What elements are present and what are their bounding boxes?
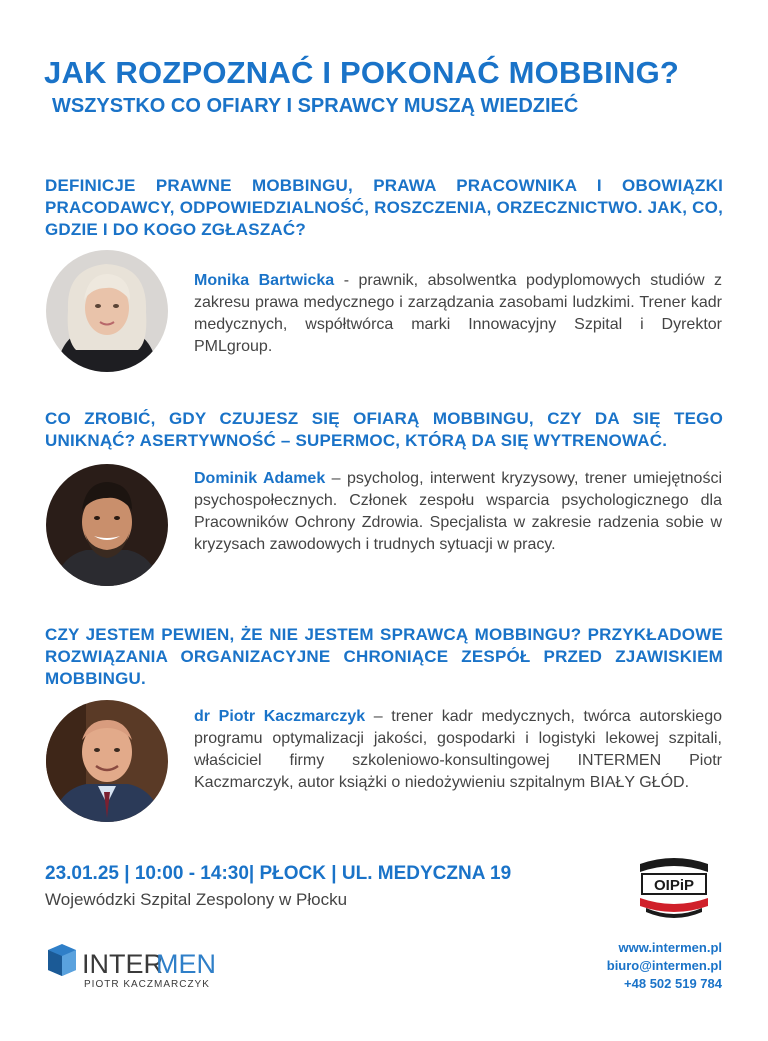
speaker-bio-dominik [194, 468, 722, 556]
oipip-logo [636, 850, 712, 922]
intermen-logo-inter: INTER [82, 949, 163, 979]
speaker-description: – trener kadr medycznych, twórca autorskiego programu optymalizacji jakości, gospodarki i logistyki lekowej szpitali, właściciel firmy szkoleniowo-konsultingowej INTERMEN Piotr Kaczmarczyk, autor książki o niedożywieniu szpitalnym BIAŁY GŁÓD. [194, 708, 722, 791]
speaker-name: Dominik Adamek [194, 470, 326, 487]
speaker-name: dr Piotr Kaczmarczyk [194, 708, 366, 725]
oipip-logo-text: OIPiP [653, 877, 695, 894]
speaker-bio-monika [194, 270, 722, 358]
website-link[interactable]: www.intermen.pl [618, 940, 722, 955]
avatar-dominik-adamek [46, 464, 168, 586]
avatar-piotr-kaczmarczyk [46, 700, 168, 822]
speaker-name: Monika Bartwicka [194, 272, 335, 289]
intermen-logo-sub: PIOTR KACZMARCZYK [84, 979, 210, 990]
intermen-logo-men: MEN [156, 949, 216, 979]
event-venue: Wojewódzki Szpital Zespolony w Płocku [45, 890, 348, 909]
section-heading-legal: DEFINICJE PRAWNE MOBBINGU, PRAWA PRACOWNIKA I OBOWIĄZKI PRACODAWCY, ODPOWIEDZIALNOŚĆ, ROSZCZENIA, ORZECZNICTWO. JAK, CO, GDZIE I DO KOGO ZGŁASZAĆ? [45, 176, 723, 239]
page-title: JAK ROZPOZNAĆ I POKONAĆ MOBBING? [44, 55, 680, 90]
contact-block [607, 939, 722, 993]
intermen-logo [46, 942, 226, 992]
avatar-monika-bartwicka [46, 250, 168, 372]
speaker-bio-piotr [194, 706, 722, 794]
email-link[interactable]: biuro@intermen.pl [606, 958, 722, 973]
page-subtitle: WSZYSTKO CO OFIARY I SPRAWCY MUSZĄ WIEDZIEĆ [52, 95, 579, 117]
event-details: 23.01.25 | 10:00 - 14:30| PŁOCK | UL. MEDYCZNA 19 [45, 863, 512, 884]
phone-number[interactable]: +48 502 519 784 [624, 976, 722, 991]
section-heading-victim: CO ZROBIĆ, GDY CZUJESZ SIĘ OFIARĄ MOBBINGU, CZY DA SIĘ TEGO UNIKNĄĆ? ASERTYWNOŚĆ – SUPERMOC, KTÓRĄ DA SIĘ WYTRENOWAĆ. [45, 409, 723, 450]
speaker-description: - prawnik, absolwentka podyplomowych studiów z zakresu prawa medycznego i zarządzania zasobami ludzkimi. Trener kadr medycznych, współtwórca marki Innowacyjny Szpital i Dyrektor PMLgroup. [194, 272, 723, 355]
speaker-description: – psycholog, interwent kryzysowy, trener umiejętności psychospołecznych. Członek zespołu wsparcia psychologicznego dla Pracowników Ochrony Zdrowia. Specjalista w zakresie radzenia sobie w kryzysach zawodowych i trudnych sytuacji w pracy. [194, 470, 723, 553]
section-heading-perpetrator: CZY JESTEM PEWIEN, ŻE NIE JESTEM SPRAWCĄ MOBBINGU? PRZYKŁADOWE ROZWIĄZANIA ORGANIZACYJNE CHRONIĄCE ZESPÓŁ PRZED ZJAWISKIEM MOBBINGU. [45, 625, 723, 688]
